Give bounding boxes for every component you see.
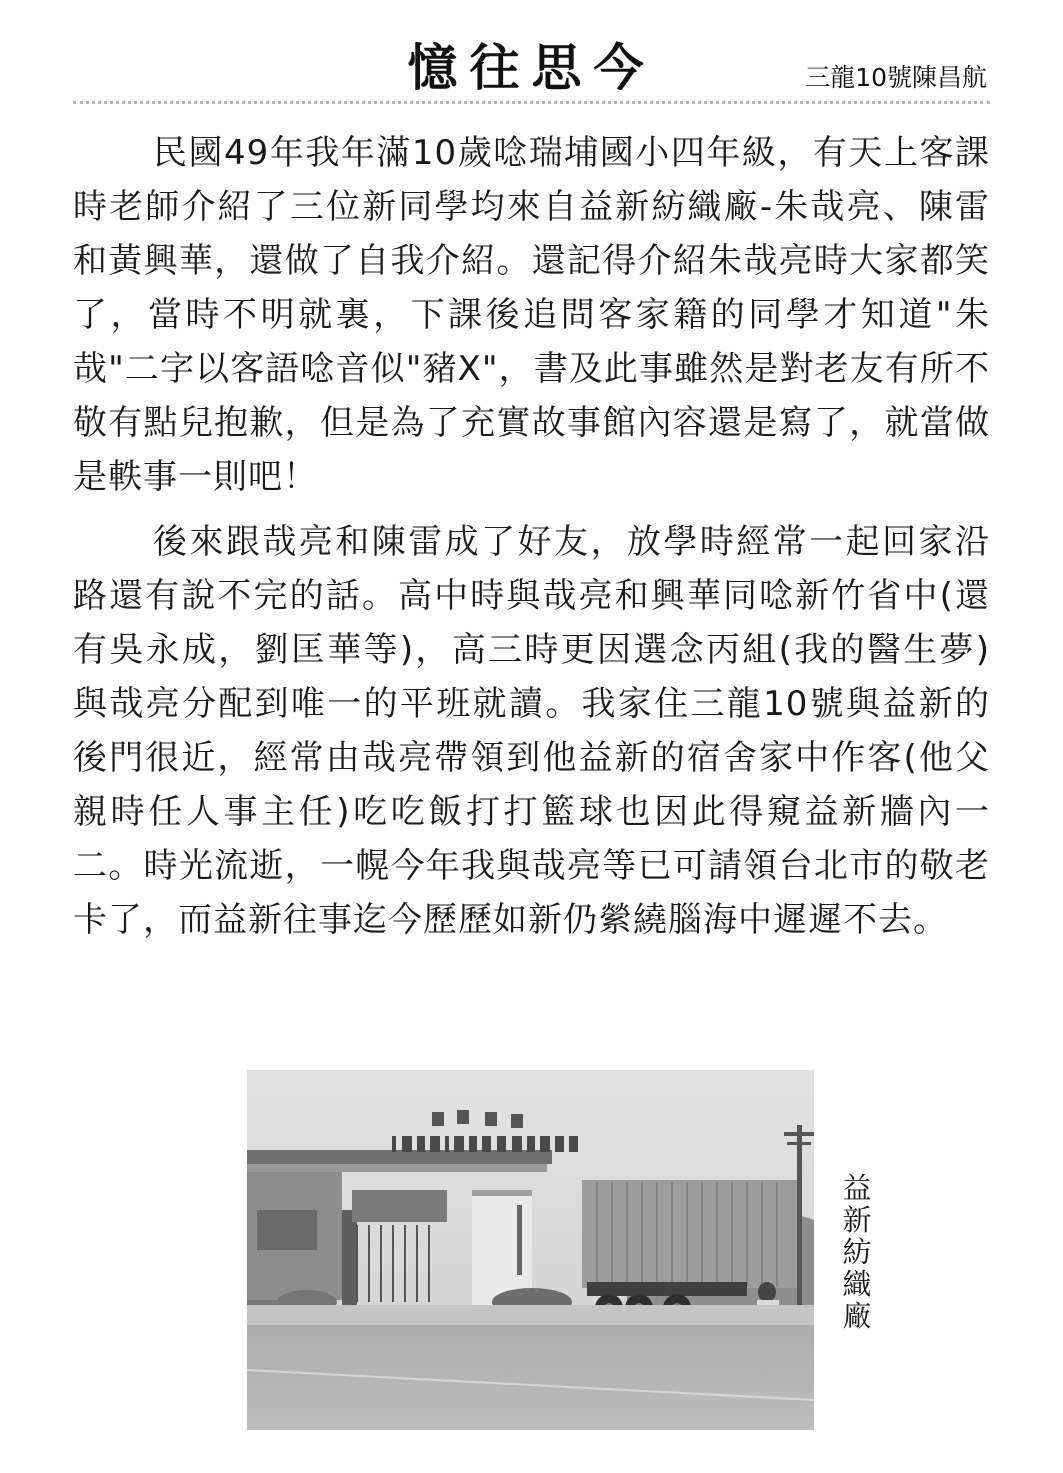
article-paragraph-1: 民國49年我年滿10歲唸瑞埔國小四年級，有天上客課時老師介紹了三位新同學均來自益新紡織廠-朱哉亮、陳雷和黃興華，還做了自我介紹。還記得介紹朱哉亮時大家都笑了，當時不明就裏，下課後追問客家籍的同學才知道"朱哉"二字以客語唸音似"豬X"，書及此事雖然是對老友有所不敬有點兒抱歉，但是為了充實故事館內容還是寫了，就當做是軼事一則吧！ <box>73 133 990 497</box>
photo-caption: 益新紡織廠 <box>842 1171 872 1333</box>
dotted-divider <box>73 101 990 104</box>
factory-photo <box>247 1070 814 1430</box>
page-title: 憶往思今 <box>407 38 656 97</box>
article-paragraph-2: 後來跟哉亮和陳雷成了好友，放學時經常一起回家沿路還有說不完的話。高中時與哉亮和興華同唸新竹省中(還有吳永成，劉匡華等)，高三時更因選念丙組(我的醫生夢)與哉亮分配到唯一的平班就讀。我家住三龍10號與益新的後門很近，經常由哉亮帶領到他益新的宿舍家中作客(他父親時任人事主任)吃吃飯打打籃球也因此得窺益新牆內一二。時光流逝，一幌今年我與哉亮等已可請領台北市的敬老卡了，而益新往事迄今歷歷如新仍縈繞腦海中遲遲不去。 <box>73 522 990 940</box>
author-byline: 三龍10號陳昌航 <box>805 63 987 92</box>
